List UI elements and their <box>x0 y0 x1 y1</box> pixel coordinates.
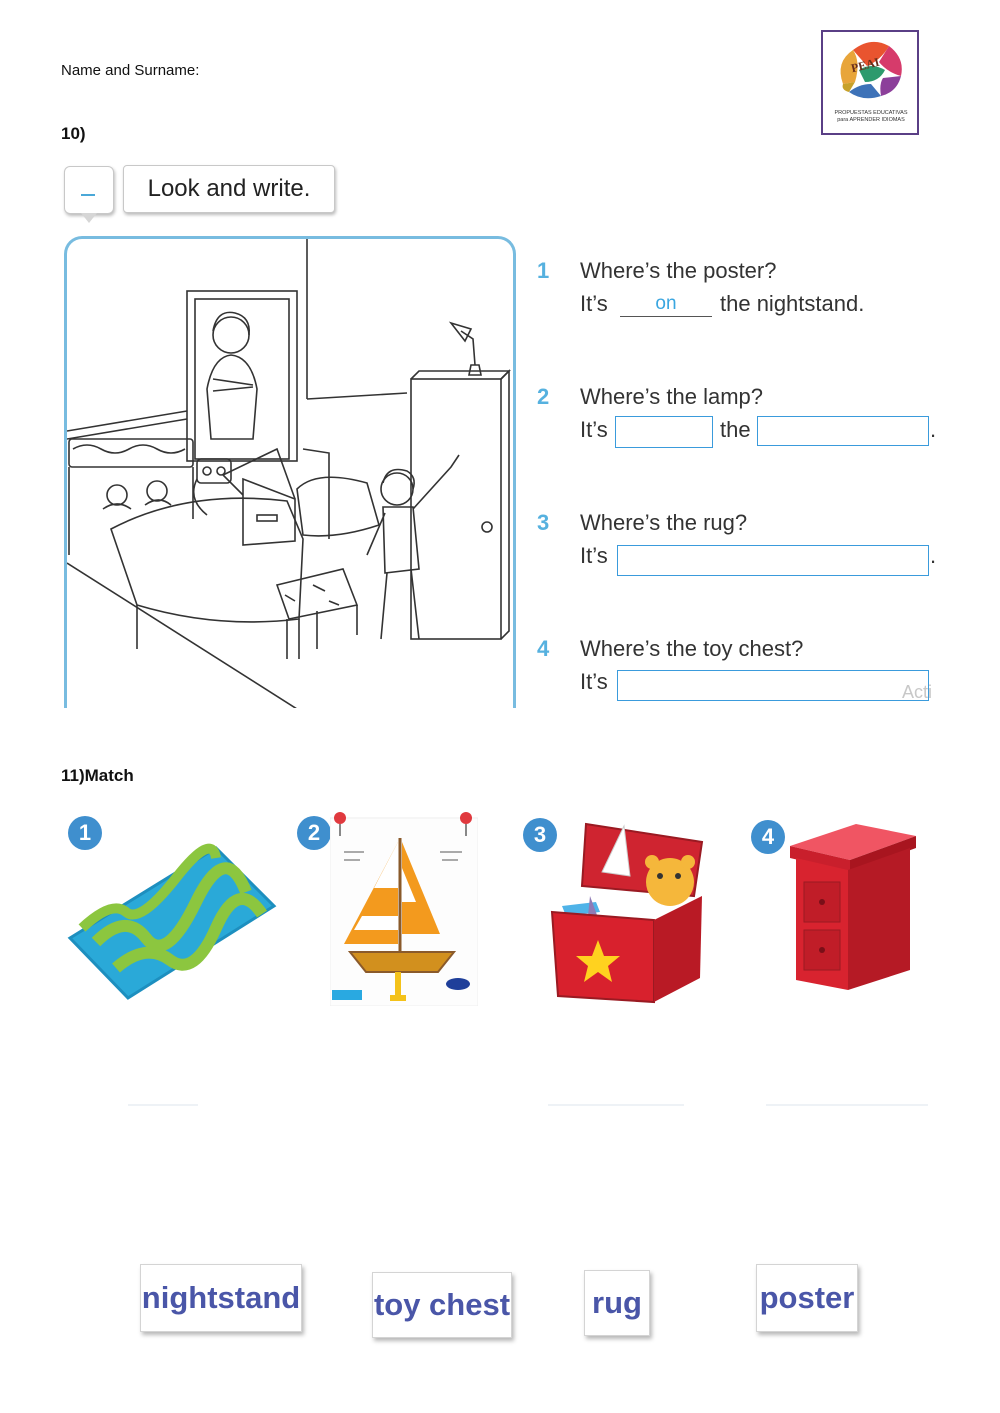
match-number-4: 4 <box>751 820 785 854</box>
question-2-text: Where’s the lamp? <box>580 384 764 409</box>
question-1-number: 1 <box>537 258 550 283</box>
match-number-3: 3 <box>523 818 557 852</box>
poster-image[interactable] <box>330 812 478 1006</box>
question-3-text: Where’s the rug? <box>580 510 748 535</box>
logo-caption <box>827 110 915 124</box>
bedroom-illustration <box>64 236 516 708</box>
question-1-suffix: the nightstand. <box>720 291 865 316</box>
logo-caption-line1: PROPUESTAS EDUCATIVAS <box>834 110 908 116</box>
question-1-answer: on <box>655 293 677 314</box>
match-number-1: 1 <box>68 816 102 850</box>
rug-image[interactable] <box>66 842 278 1004</box>
question-3-end: . <box>930 543 937 568</box>
logo-badge: PEAI <box>849 54 881 76</box>
peai-logo <box>821 30 919 135</box>
divider-1 <box>128 1104 198 1106</box>
question-2-answer-field-2[interactable] <box>757 416 929 446</box>
question-2-prefix: It’s <box>580 417 608 442</box>
question-4-number: 4 <box>537 636 550 661</box>
nightstand-image[interactable] <box>786 820 920 998</box>
divider-2 <box>548 1104 684 1106</box>
word-card-rug[interactable]: rug <box>584 1270 650 1336</box>
name-surname-label: Name and Surname: <box>61 62 200 79</box>
divider-3 <box>766 1104 928 1106</box>
question-2-number: 2 <box>537 384 550 409</box>
question-3-number: 3 <box>537 510 550 535</box>
question-2-middle: the <box>720 417 751 442</box>
exercise-11-title: 11)Match <box>61 766 134 785</box>
match-number-2: 2 <box>297 816 331 850</box>
instruction-label: Look and write. <box>123 165 335 213</box>
question-4-answer-field[interactable] <box>617 670 929 701</box>
logo-caption-line2: para APRENDER IDIOMAS <box>837 117 905 123</box>
question-1-text: Where’s the poster? <box>580 258 777 283</box>
word-card-nightstand[interactable]: nightstand <box>140 1264 302 1332</box>
question-1-answer-line <box>620 293 712 317</box>
exercise-10-title: 10) <box>61 124 86 143</box>
question-4-prefix: It’s <box>580 669 608 694</box>
question-2-answer-field-1[interactable] <box>615 416 713 448</box>
watermark-text: Acti <box>902 682 933 702</box>
word-card-poster[interactable]: poster <box>756 1264 858 1332</box>
question-3-answer-field[interactable] <box>617 545 929 576</box>
word-card-toy-chest[interactable]: toy chest <box>372 1272 512 1338</box>
question-2-end: . <box>930 417 937 442</box>
toy-chest-image[interactable] <box>542 816 714 1006</box>
question-1-prefix: It’s <box>580 291 608 316</box>
pencil-icon <box>64 166 114 214</box>
question-3-prefix: It’s <box>580 543 608 568</box>
question-4-text: Where’s the toy chest? <box>580 636 804 661</box>
